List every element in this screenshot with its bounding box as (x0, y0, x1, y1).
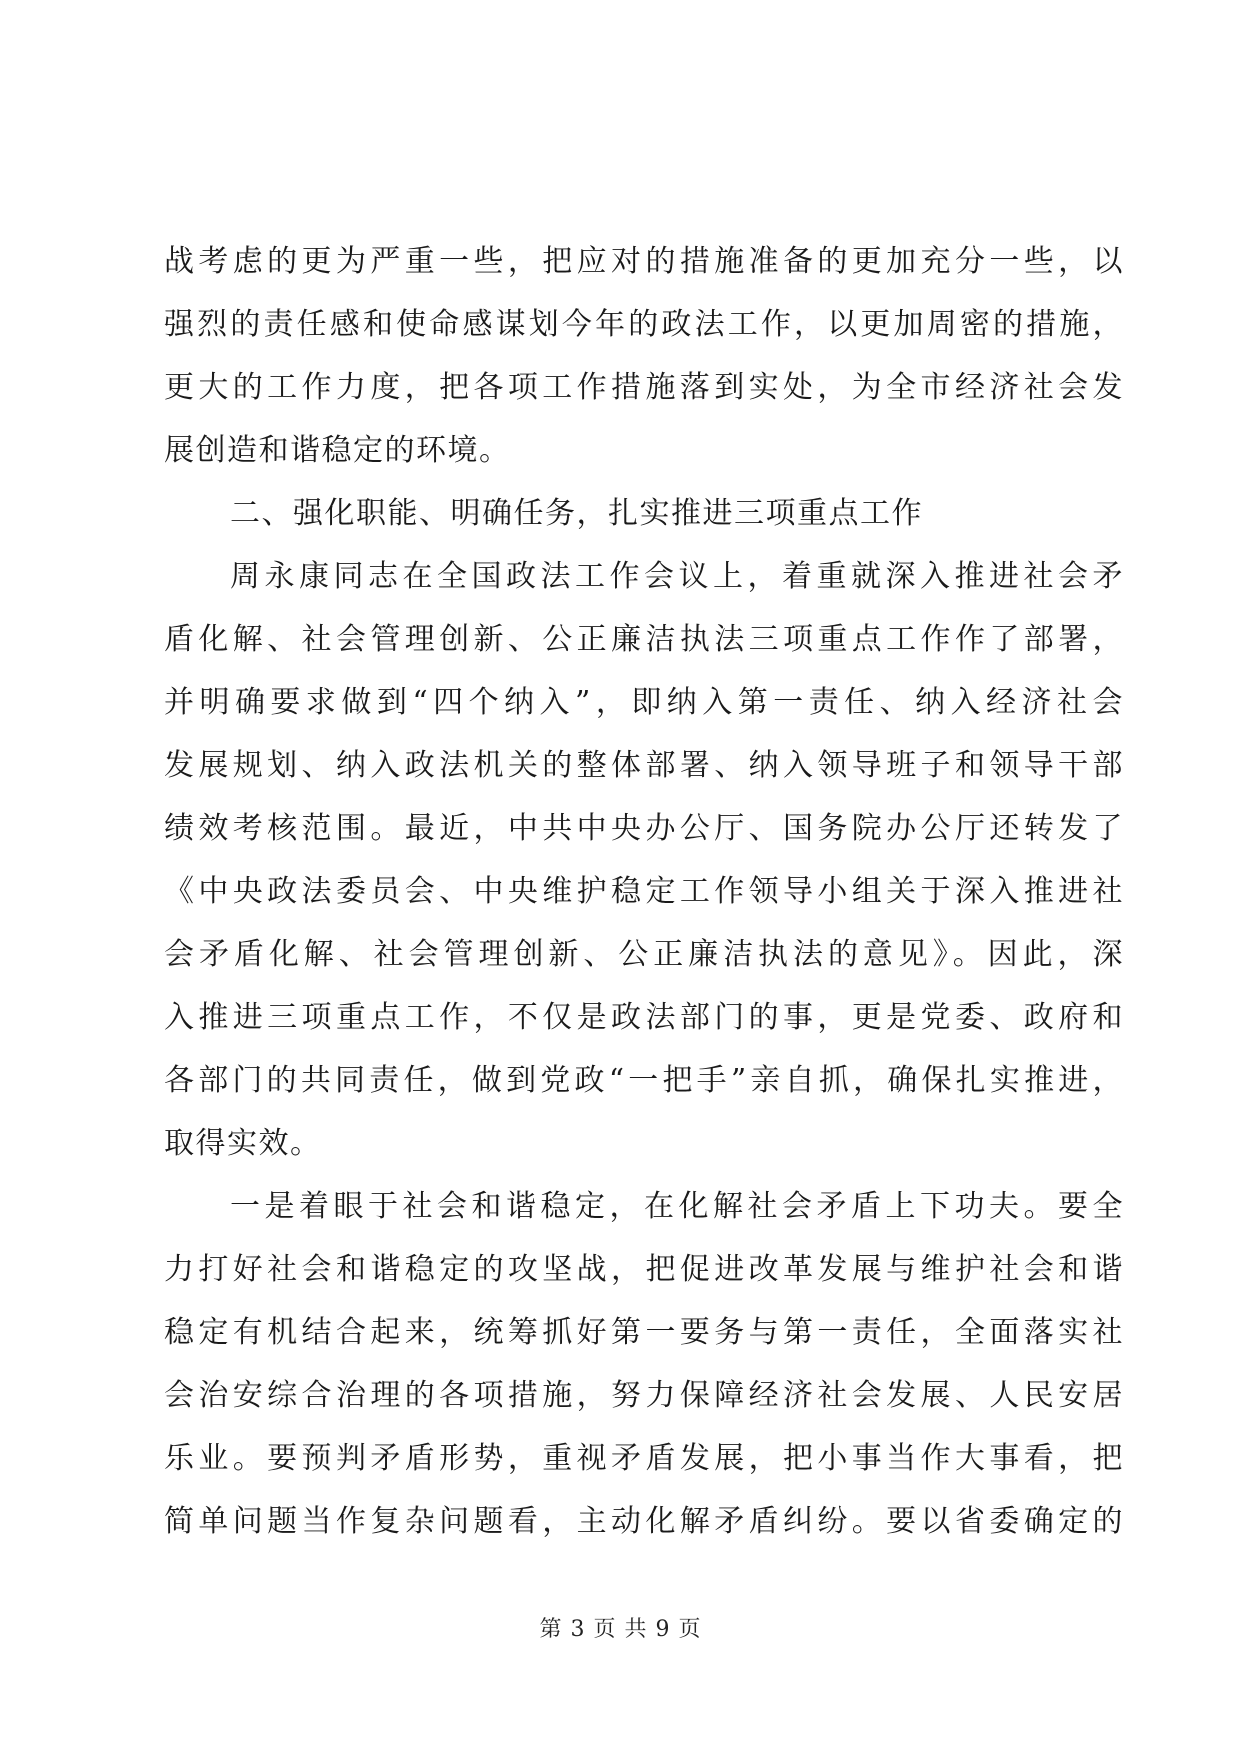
text-line: 一是着眼于社会和谐稳定，在化解社会矛盾上下功夫。要全 (230, 1189, 1124, 1224)
text-line: 盾化解、社会管理创新、公正廉洁执法三项重点工作作了部署， (164, 622, 1124, 657)
text-line: 稳定有机结合起来，统筹抓好第一要务与第一责任，全面落实社 (164, 1315, 1124, 1350)
text-line: 展创造和谐稳定的环境。 (164, 433, 511, 468)
text-line: 会矛盾化解、社会管理创新、公正廉洁执法的意见》。因此，深 (164, 937, 1124, 972)
text-line: 会治安综合治理的各项措施，努力保障经济社会发展、人民安居 (164, 1378, 1124, 1413)
text-line: 乐业。要预判矛盾形势，重视矛盾发展，把小事当作大事看，把 (164, 1441, 1124, 1476)
section-heading: 二、强化职能、明确任务，扎实推进三项重点工作 (230, 496, 923, 531)
body-text (164, 230, 1124, 1553)
text-line: 绩效考核范围。最近，中共中央办公厅、国务院办公厅还转发了 (164, 811, 1124, 846)
text-line: 简单问题当作复杂问题看，主动化解矛盾纠纷。要以省委确定的 (164, 1504, 1124, 1539)
text-line: 强烈的责任感和使命感谋划今年的政法工作，以更加周密的措施， (164, 307, 1124, 342)
text-line: 力打好社会和谐稳定的攻坚战，把促进改革发展与维护社会和谐 (164, 1252, 1124, 1287)
text-line: 周永康同志在全国政法工作会议上，着重就深入推进社会矛 (230, 559, 1124, 594)
text-line: 战考虑的更为严重一些，把应对的措施准备的更加充分一些，以 (164, 244, 1124, 279)
text-line: 发展规划、纳入政法机关的整体部署、纳入领导班子和领导干部 (164, 748, 1124, 783)
text-line: 《中央政法委员会、中央维护稳定工作领导小组关于深入推进社 (164, 874, 1124, 909)
text-line: 入推进三项重点工作，不仅是政法部门的事，更是党委、政府和 (164, 1000, 1124, 1035)
text-line: 各部门的共同责任，做到党政“一把手”亲自抓，确保扎实推进， (164, 1063, 1124, 1098)
text-line: 并明确要求做到“四个纳入”，即纳入第一责任、纳入经济社会 (164, 685, 1124, 720)
page-number-footer: 第 3 页 共 9 页 (539, 1617, 702, 1642)
text-line: 取得实效。 (164, 1126, 322, 1161)
text-line: 更大的工作力度，把各项工作措施落到实处，为全市经济社会发 (164, 370, 1124, 405)
